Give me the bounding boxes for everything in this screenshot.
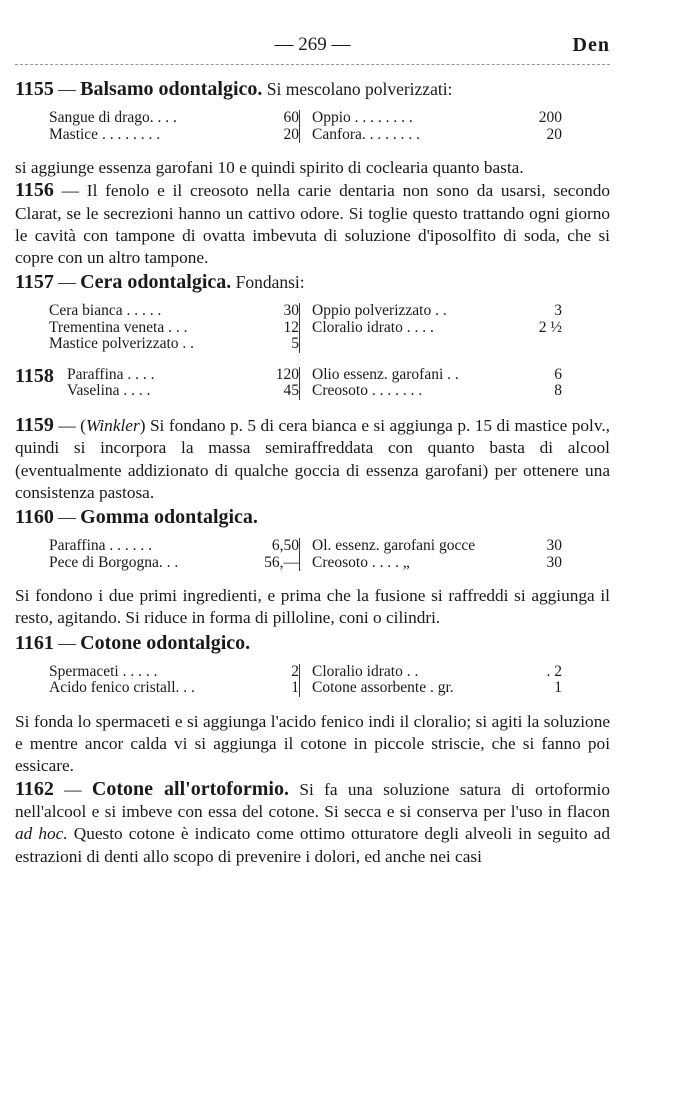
ingredient-name: Creosoto . . . . „ (312, 553, 410, 571)
ingredient-row (312, 538, 562, 555)
ingredient-qty: 120 (275, 365, 299, 383)
ingredient-row (312, 680, 562, 697)
ingredient-name: Cotone assorbente . gr. (312, 679, 454, 697)
ingredient-qty: 45 (283, 382, 299, 400)
ingredients-right (299, 367, 562, 400)
ingredient-name: Trementina veneta . . . (49, 318, 188, 336)
ingredient-row (312, 367, 562, 384)
recipe-number: 1159 (15, 413, 54, 436)
ingredient-name: Paraffina . . . . (67, 365, 155, 383)
recipe-number: 1157 (15, 271, 54, 294)
recipe-number: 1155 (15, 78, 54, 100)
ingredient-name: Oppio . . . . . . . . (312, 109, 413, 126)
ingredients-1158 (15, 364, 610, 400)
ingredient-name: Mastice . . . . . . . . (49, 125, 161, 143)
running-header (15, 26, 610, 60)
recipe-body: — Il fenolo e il creosoto nella carie dentaria non sono da usarsi, secondo Clarat, se le secrezioni hanno un cattivo odore. Si toglie questo trattando ogni giorno le cavità con tampone di ovatta imbevuta di soluzione d'iposolfito di soda, che si copre con un altro tampone. (15, 181, 610, 268)
ingredient-row (67, 367, 299, 384)
recipe-intro: Fondansi: (231, 272, 305, 293)
dash: — (53, 632, 81, 653)
recipe-1155-text: si aggiunge essenza garofani 10 e quindi spirito di coclearia quanto basta. (15, 158, 524, 177)
recipe-body: Questo cotone è indicato come ottimo otturatore degli alveoli in seguito ad estrazioni di denti allo scopo di prevenire i dolori, ed anche nei casi (15, 824, 610, 866)
ingredient-qty: 200 (538, 109, 562, 126)
ingredient-row (49, 664, 299, 681)
ingredient-name: Paraffina . . . . . . (49, 537, 153, 555)
ingredient-row (49, 127, 299, 144)
ingredient-name: Pece di Borgogna. . . (49, 553, 179, 571)
ingredients-right (299, 110, 562, 143)
recipe-1161-text: Si fonda lo spermaceti e si aggiunga l'acido fenico indi il cloralio; si agiti la soluzione e mentre ancor calda vi si aggiunga il cotone in piccole striscie, che si fanno poi essicare. (15, 711, 610, 776)
recipe-1159-text (15, 414, 610, 504)
ingredient-qty: 6,50 (271, 537, 299, 555)
recipe-number: 1162 (15, 777, 54, 800)
italic-phrase: ad hoc. (15, 824, 68, 844)
ingredients-1161 (49, 664, 610, 697)
ingredient-row (49, 680, 299, 697)
ingredient-qty: 2 ½ (538, 318, 562, 336)
recipe-1162-text (15, 778, 610, 868)
ingredient-row (312, 664, 562, 681)
dash: — (53, 507, 81, 528)
recipe-body: ) Si fondano p. 5 di cera bianca e si aggiunga p. 15 di mastice polv., quindi si incorpora la massa semiraffreddata con quanto basta di alcool (eventualmente addizionato di qualche goccia di essenza garofani) per ottenere una consistenza pastosa. (15, 415, 611, 502)
recipe-body: Si fa una soluzione satura di ortoformio nell'alcool e si imbeve con essa del cotone. Si secca e si conserva per l'uso in flacon (15, 779, 610, 821)
ingredient-row (312, 303, 562, 320)
ingredients-left (49, 303, 299, 353)
ingredient-row (67, 383, 299, 400)
ingredients-right (299, 664, 562, 697)
dash: — (53, 272, 81, 293)
author-name: Winkler (85, 415, 140, 435)
ingredient-name: Cera bianca . . . . . (49, 302, 162, 320)
ingredient-row (49, 538, 299, 555)
ingredient-row (49, 110, 299, 127)
ingredients-1155 (49, 110, 610, 143)
recipe-number: 1156 (15, 179, 54, 202)
ingredient-row (49, 303, 299, 320)
ingredient-name: Ol. essenz. garofani gocce (312, 537, 476, 555)
recipe-1155-heading (15, 78, 610, 100)
ingredient-name: Acido fenico cristall. . . (49, 679, 195, 697)
ingredients-1157 (49, 303, 610, 353)
recipe-1160-text: Si fondono i due primi ingredienti, e prima che la fusione si raffreddi si aggiunga il resto, agitando. Si riduce in forma di pilloline, coni o cilindri. (15, 586, 610, 628)
header-rule (15, 64, 610, 65)
recipe-title: Gomma odontalgica. (80, 506, 258, 529)
ingredient-name: Creosoto . . . . . . . (312, 382, 423, 400)
ingredient-name: Canfora. . . . . . . . (312, 125, 421, 143)
ingredient-qty: 2 (291, 662, 299, 680)
ingredient-qty: 30 (546, 553, 562, 571)
ingredient-row (49, 320, 299, 337)
ingredient-qty: 20 (546, 125, 562, 143)
ingredient-row (49, 336, 299, 353)
recipe-title: Balsamo odontalgico. (80, 78, 263, 100)
recipe-1160-heading (15, 506, 610, 528)
ingredient-name: Mastice polverizzato . . (49, 335, 195, 353)
ingredient-name: Olio essenz. garofani . . (312, 365, 459, 383)
recipe-1157-heading (15, 271, 610, 293)
recipe-1161-heading (15, 632, 610, 654)
ingredient-qty: 5 (291, 335, 299, 353)
ingredient-name: Oppio polverizzato . . (312, 302, 447, 320)
dash: — (53, 779, 92, 799)
recipe-number: 1158 (15, 364, 54, 387)
ingredient-row (312, 110, 562, 127)
ingredient-row (49, 555, 299, 572)
ingredients-left (49, 664, 299, 697)
ingredient-name: Vaselina . . . . (67, 382, 151, 400)
recipe-number: 1161 (15, 631, 54, 654)
ingredient-qty: 1 (554, 679, 562, 697)
recipe-title: Cotone all'ortoformio. (91, 777, 289, 800)
ingredient-row (312, 320, 562, 337)
ingredient-qty: 3 (554, 302, 562, 320)
recipe-title: Cotone odontalgico. (80, 631, 251, 654)
ingredient-row (312, 555, 562, 572)
ingredients-right (299, 303, 562, 353)
dash: — (53, 79, 81, 99)
page-number: — 269 — (274, 34, 351, 55)
ingredient-qty: 20 (283, 125, 299, 143)
ingredient-row (312, 383, 562, 400)
ingredient-qty: 8 (554, 382, 562, 400)
ingredient-qty: 12 (283, 318, 299, 336)
ingredient-name: Cloralio idrato . . (312, 662, 419, 680)
recipe-body: — ( (53, 415, 86, 435)
ingredient-qty: 6 (554, 365, 562, 383)
recipe-1156-text (15, 179, 610, 269)
ingredient-row (312, 127, 562, 144)
ingredients-1160 (49, 538, 610, 571)
ingredients-left (49, 110, 299, 143)
ingredient-name: Cloralio idrato . . . . (312, 318, 434, 336)
ingredient-qty: 56,— (264, 553, 299, 571)
ingredients-right (299, 538, 562, 571)
recipe-title: Cera odontalgica. (80, 271, 232, 294)
running-title: Den (572, 34, 610, 56)
ingredient-qty: 30 (283, 302, 299, 320)
ingredients-left (15, 364, 299, 400)
ingredient-name: Spermaceti . . . . . (49, 662, 158, 680)
ingredient-qty: . 2 (546, 662, 562, 680)
recipe-number: 1160 (15, 506, 54, 529)
ingredient-qty: 1 (291, 679, 299, 697)
ingredient-qty: 30 (546, 537, 562, 555)
recipe-intro: Si mescolano polverizzati: (262, 79, 453, 99)
ingredients-left (49, 538, 299, 571)
ingredient-qty: 60 (283, 109, 299, 126)
ingredient-name: Sangue di drago. . . . (49, 109, 177, 126)
book-page (15, 26, 610, 868)
